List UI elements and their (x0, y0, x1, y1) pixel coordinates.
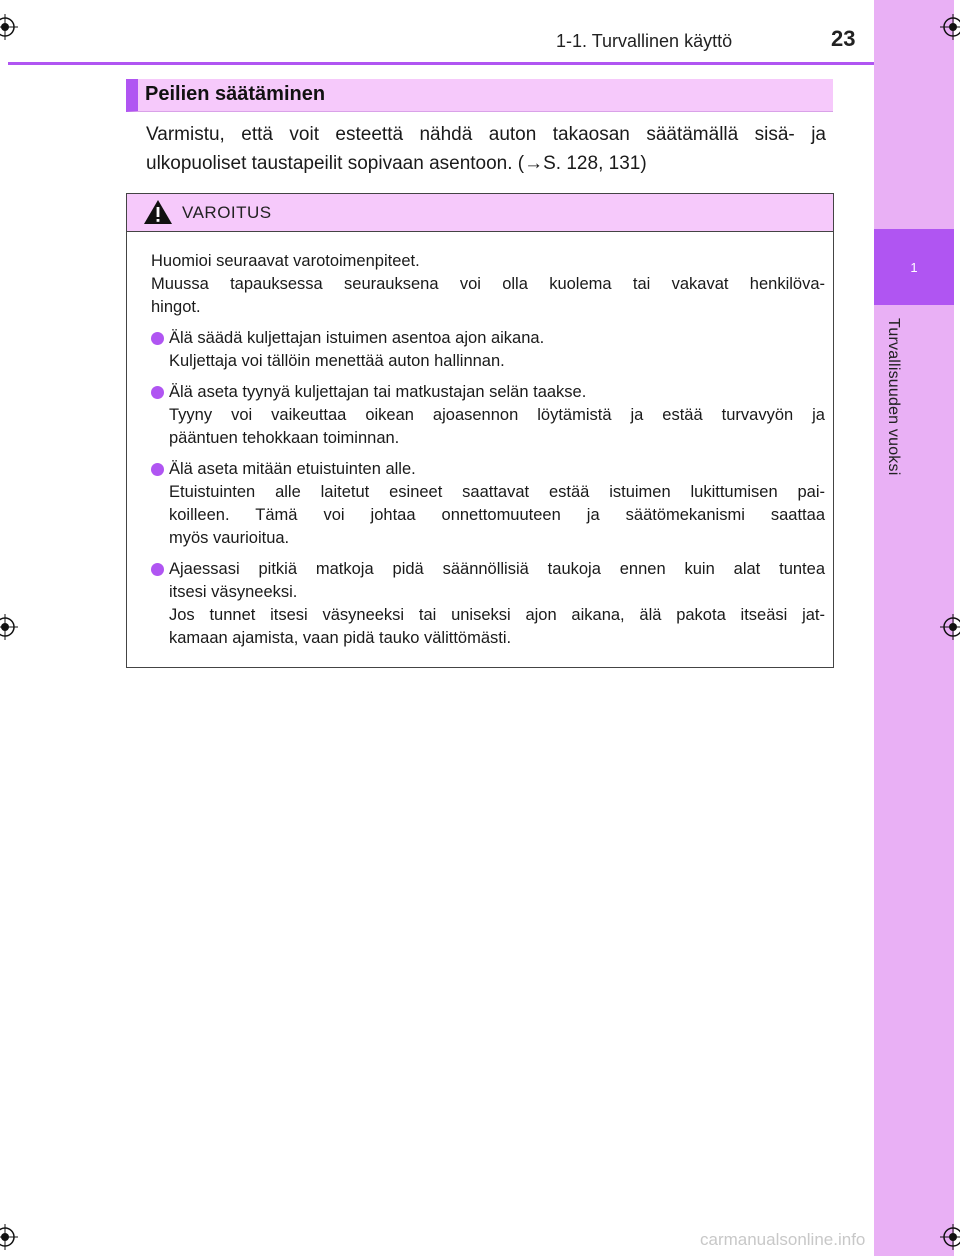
warning-list-item (151, 381, 825, 450)
warning-item-line: myös vaurioitua. (169, 529, 290, 547)
section-intro (146, 120, 826, 178)
warning-item-line: Älä aseta mitään etuistuinten alle. (169, 460, 416, 478)
warning-item-line: Jos tunnet itsesi väsyneeksi tai uniseksi ajon aikana, älä pakota itseäsi jat- (169, 606, 825, 624)
chapter-number: 1 (910, 259, 918, 275)
warning-body (151, 250, 825, 650)
bullet-dot-icon (151, 563, 164, 576)
warning-item-line: koilleen. Tämä voi johtaa onnettomuuteen ja säätömekanismi saattaa (169, 506, 825, 524)
warning-item-line: kamaan ajamista, vaan pidä tauko välittömästi. (169, 629, 512, 647)
warning-title: VAROITUS (182, 203, 272, 222)
warning-intro-line: hingot. (151, 298, 201, 316)
intro-line: Varmistu, että voit esteettä nähdä auton takaosan säätämällä sisä- ja (146, 124, 826, 145)
section-heading-bar (126, 79, 833, 112)
intro-line: ulkopuoliset taustapeilit sopivaan asentoon. (→S. 128, 131) (146, 153, 647, 174)
section-heading: Peilien säätäminen (145, 83, 326, 105)
bullet-dot-icon (151, 332, 164, 345)
page-number: 23 (831, 26, 856, 51)
warning-list-item (151, 558, 825, 650)
warning-item-line: Älä aseta tyynyä kuljettajan tai matkustajan selän taakse. (169, 383, 587, 401)
registration-mark-icon (0, 614, 18, 640)
header-rule (8, 62, 874, 65)
warning-list-item (151, 327, 825, 373)
watermark: carmanualsonline.info (700, 1230, 866, 1249)
chapter-label: Turvallisuuden vuoksi (885, 318, 902, 476)
warning-triangle-icon (143, 199, 173, 225)
registration-mark-icon (940, 614, 960, 640)
warning-item-line: Älä säädä kuljettajan istuimen asentoa ajon aikana. (169, 329, 545, 347)
warning-list-item (151, 458, 825, 550)
warning-item-line: pääntuen tehokkaan toiminnan. (169, 429, 400, 447)
warning-item-line: itsesi väsyneeksi. (169, 583, 298, 601)
registration-mark-icon (940, 1224, 960, 1250)
warning-item-line: Kuljettaja voi tällöin menettää auton hallinnan. (169, 352, 505, 370)
warning-item-line: Tyyny voi vaikeuttaa oikean ajoasennon löytämistä ja estää turvavyön ja (169, 406, 825, 424)
warning-item-line: Etuistuinten alle laitetut esineet saattavat estää istuimen lukittumisen pai- (169, 483, 825, 501)
warning-item-line: Ajaessasi pitkiä matkoja pidä säännöllisiä taukoja ennen kuin alat tuntea (169, 560, 825, 578)
bullet-dot-icon (151, 463, 164, 476)
registration-mark-icon (0, 1224, 18, 1250)
chapter-tab[interactable] (874, 229, 954, 305)
bullet-dot-icon (151, 386, 164, 399)
warning-intro-line: Muussa tapauksessa seurauksena voi olla kuolema tai vakavat henkilöva- (151, 275, 825, 293)
registration-mark-icon (0, 14, 18, 40)
warning-intro-line: Huomioi seuraavat varotoimenpiteet. (151, 252, 420, 270)
warning-header (127, 194, 833, 232)
warning-box (126, 193, 834, 668)
running-header-title: 1-1. Turvallinen käyttö (556, 31, 733, 51)
registration-mark-icon (940, 14, 960, 40)
